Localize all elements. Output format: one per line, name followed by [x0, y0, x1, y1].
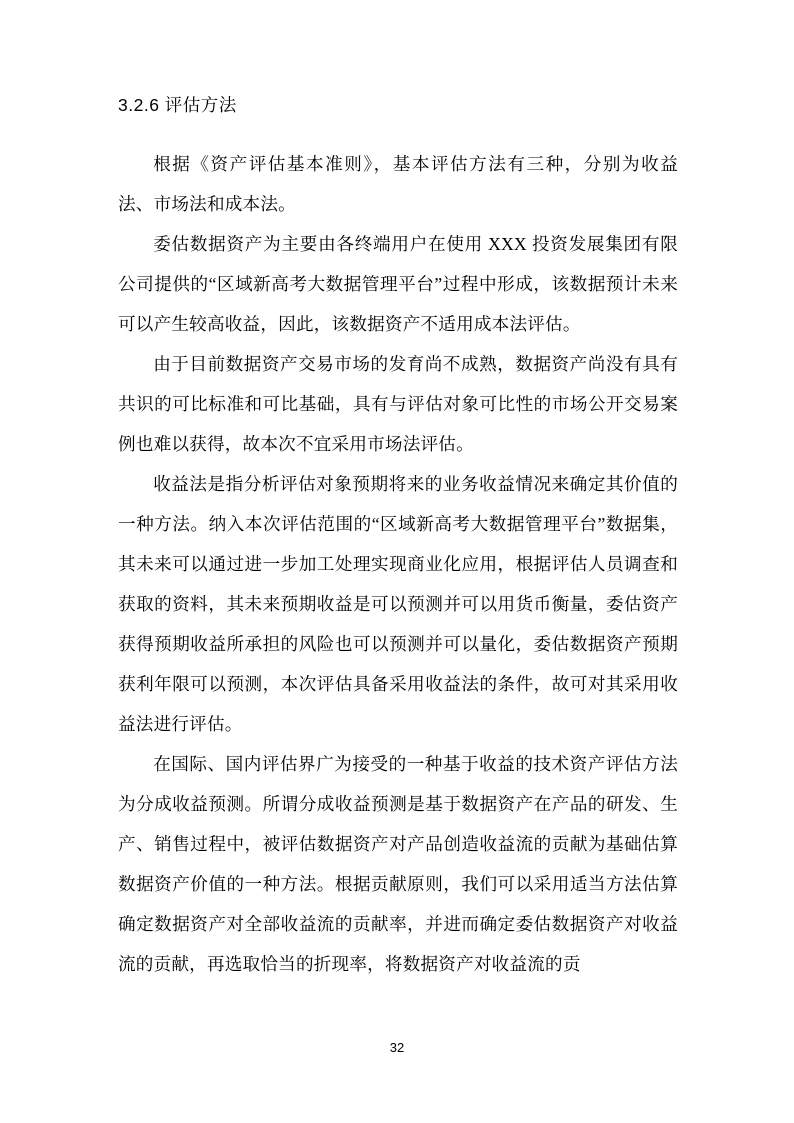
page-content	[118, 92, 678, 984]
paragraph-4: 收益法是指分析评估对象预期将来的业务收益情况来确定其价值的一种方法。纳入本次评估范围的“区域新高考大数据管理平台”数据集，其未来可以通过进一步加工处理实现商业化应用，根据评估人员调查和获取的资料，其未来预期收益是可以预测并可以用货币衡量，委估资产获得预期收益所承担的风险也可以预测并可以量化，委估数据资产预期获利年限可以预测，本次评估具备采用收益法的条件，故可对其采用收益法进行评估。	[118, 474, 678, 735]
section-heading: 3.2.6 评估方法	[118, 95, 237, 115]
page-number: 32	[389, 1040, 405, 1055]
paragraph-1: 根据《资产评估基本准则》，基本评估方法有三种，分别为收益法、市场法和成本法。	[118, 154, 678, 215]
paragraph-2: 委估数据资产为主要由各终端用户在使用 XXX 投资发展集团有限公司提供的“区域新高考大数据管理平台”过程中形成，该数据预计未来可以产生较高收益，因此，该数据资产不适用成本法评估。	[118, 234, 678, 335]
paragraph-5: 在国际、国内评估界广为接受的一种基于收益的技术资产评估方法为分成收益预测。所谓分成收益预测是基于数据资产在产品的研发、生产、销售过程中，被评估数据资产对产品创造收益流的贡献为基础估算数据资产价值的一种方法。根据贡献原则，我们可以采用适当方法估算确定数据资产对全部收益流的贡献率，并进而确定委估数据资产对收益流的贡献，再选取恰当的折现率，将数据资产对收益流的贡	[118, 754, 678, 975]
paragraph-3: 由于目前数据资产交易市场的发育尚不成熟，数据资产尚没有具有共识的可比标准和可比基础，具有与评估对象可比性的市场公开交易案例也难以获得，故本次不宜采用市场法评估。	[118, 354, 678, 455]
